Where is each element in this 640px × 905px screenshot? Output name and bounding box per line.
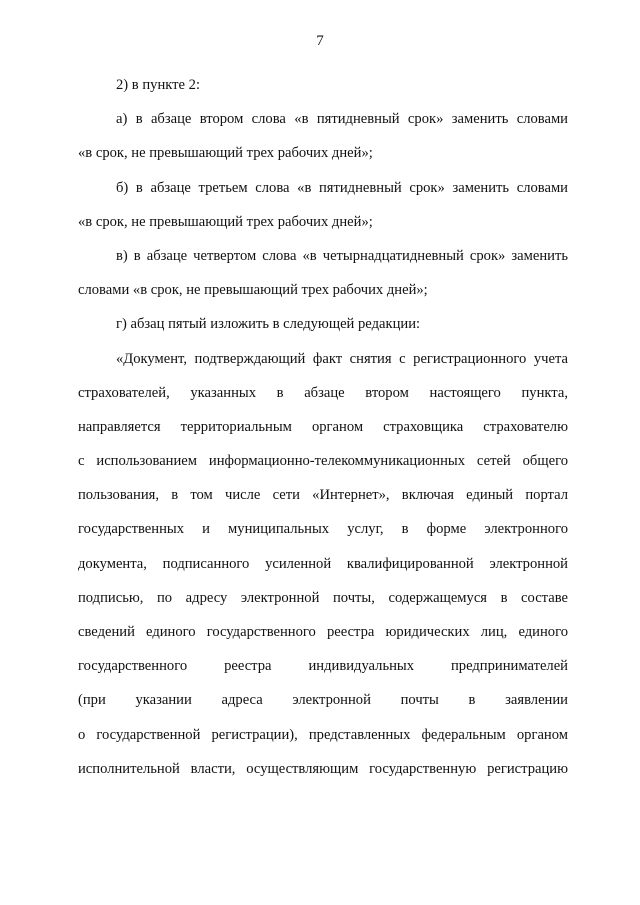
text-line: сведений единого государственного реестра юридических лиц, единого — [78, 624, 568, 640]
text-line: а) в абзаце втором слова «в пятидневный срок» заменить словами — [116, 111, 568, 128]
text-line: 2) в пункте 2: — [116, 77, 201, 93]
text-line: в) в абзаце четвертом слова «в четырнадцатидневный срок» заменить — [116, 247, 568, 264]
text-line: документа, подписанного усиленной квалифицированной электронной — [78, 555, 568, 572]
text-line: пользования, в том числе сети «Интернет», включая единый портал — [78, 487, 568, 504]
document-body — [78, 68, 568, 786]
text-line: (при указании адреса электронной почты в заявлении — [78, 692, 568, 709]
page-number: 7 — [316, 33, 324, 49]
text-line: г) абзац пятый изложить в следующей редакции: — [116, 316, 421, 333]
text-line: страхователей, указанных в абзаце втором настоящего пункта, — [78, 384, 568, 401]
text-line: государственных и муниципальных услуг, в форме электронного — [78, 521, 568, 538]
text-line: «в срок, не превышающий трех рабочих дней»; — [78, 145, 373, 162]
text-line: б) в абзаце третьем слова «в пятидневный срок» заменить словами — [116, 179, 568, 196]
text-line: о государственной регистрации), представленных федеральным органом — [78, 726, 568, 743]
text-line: исполнительной власти, осуществляющим государственную регистрацию — [78, 760, 568, 777]
text-line: словами «в срок, не превышающий трех рабочих дней»; — [78, 282, 428, 299]
text-line: с использованием информационно-телекоммуникационных сетей общего — [78, 453, 568, 470]
text-line: подписью, по адресу электронной почты, содержащемуся в составе — [78, 589, 568, 606]
text-line: государственного реестра индивидуальных предпринимателей — [78, 658, 568, 675]
text-line: «Документ, подтверждающий факт снятия с регистрационного учета — [116, 350, 568, 367]
text-line: направляется территориальным органом страховщика страхователю — [78, 418, 568, 435]
text-line: «в срок, не превышающий трех рабочих дней»; — [78, 213, 373, 230]
